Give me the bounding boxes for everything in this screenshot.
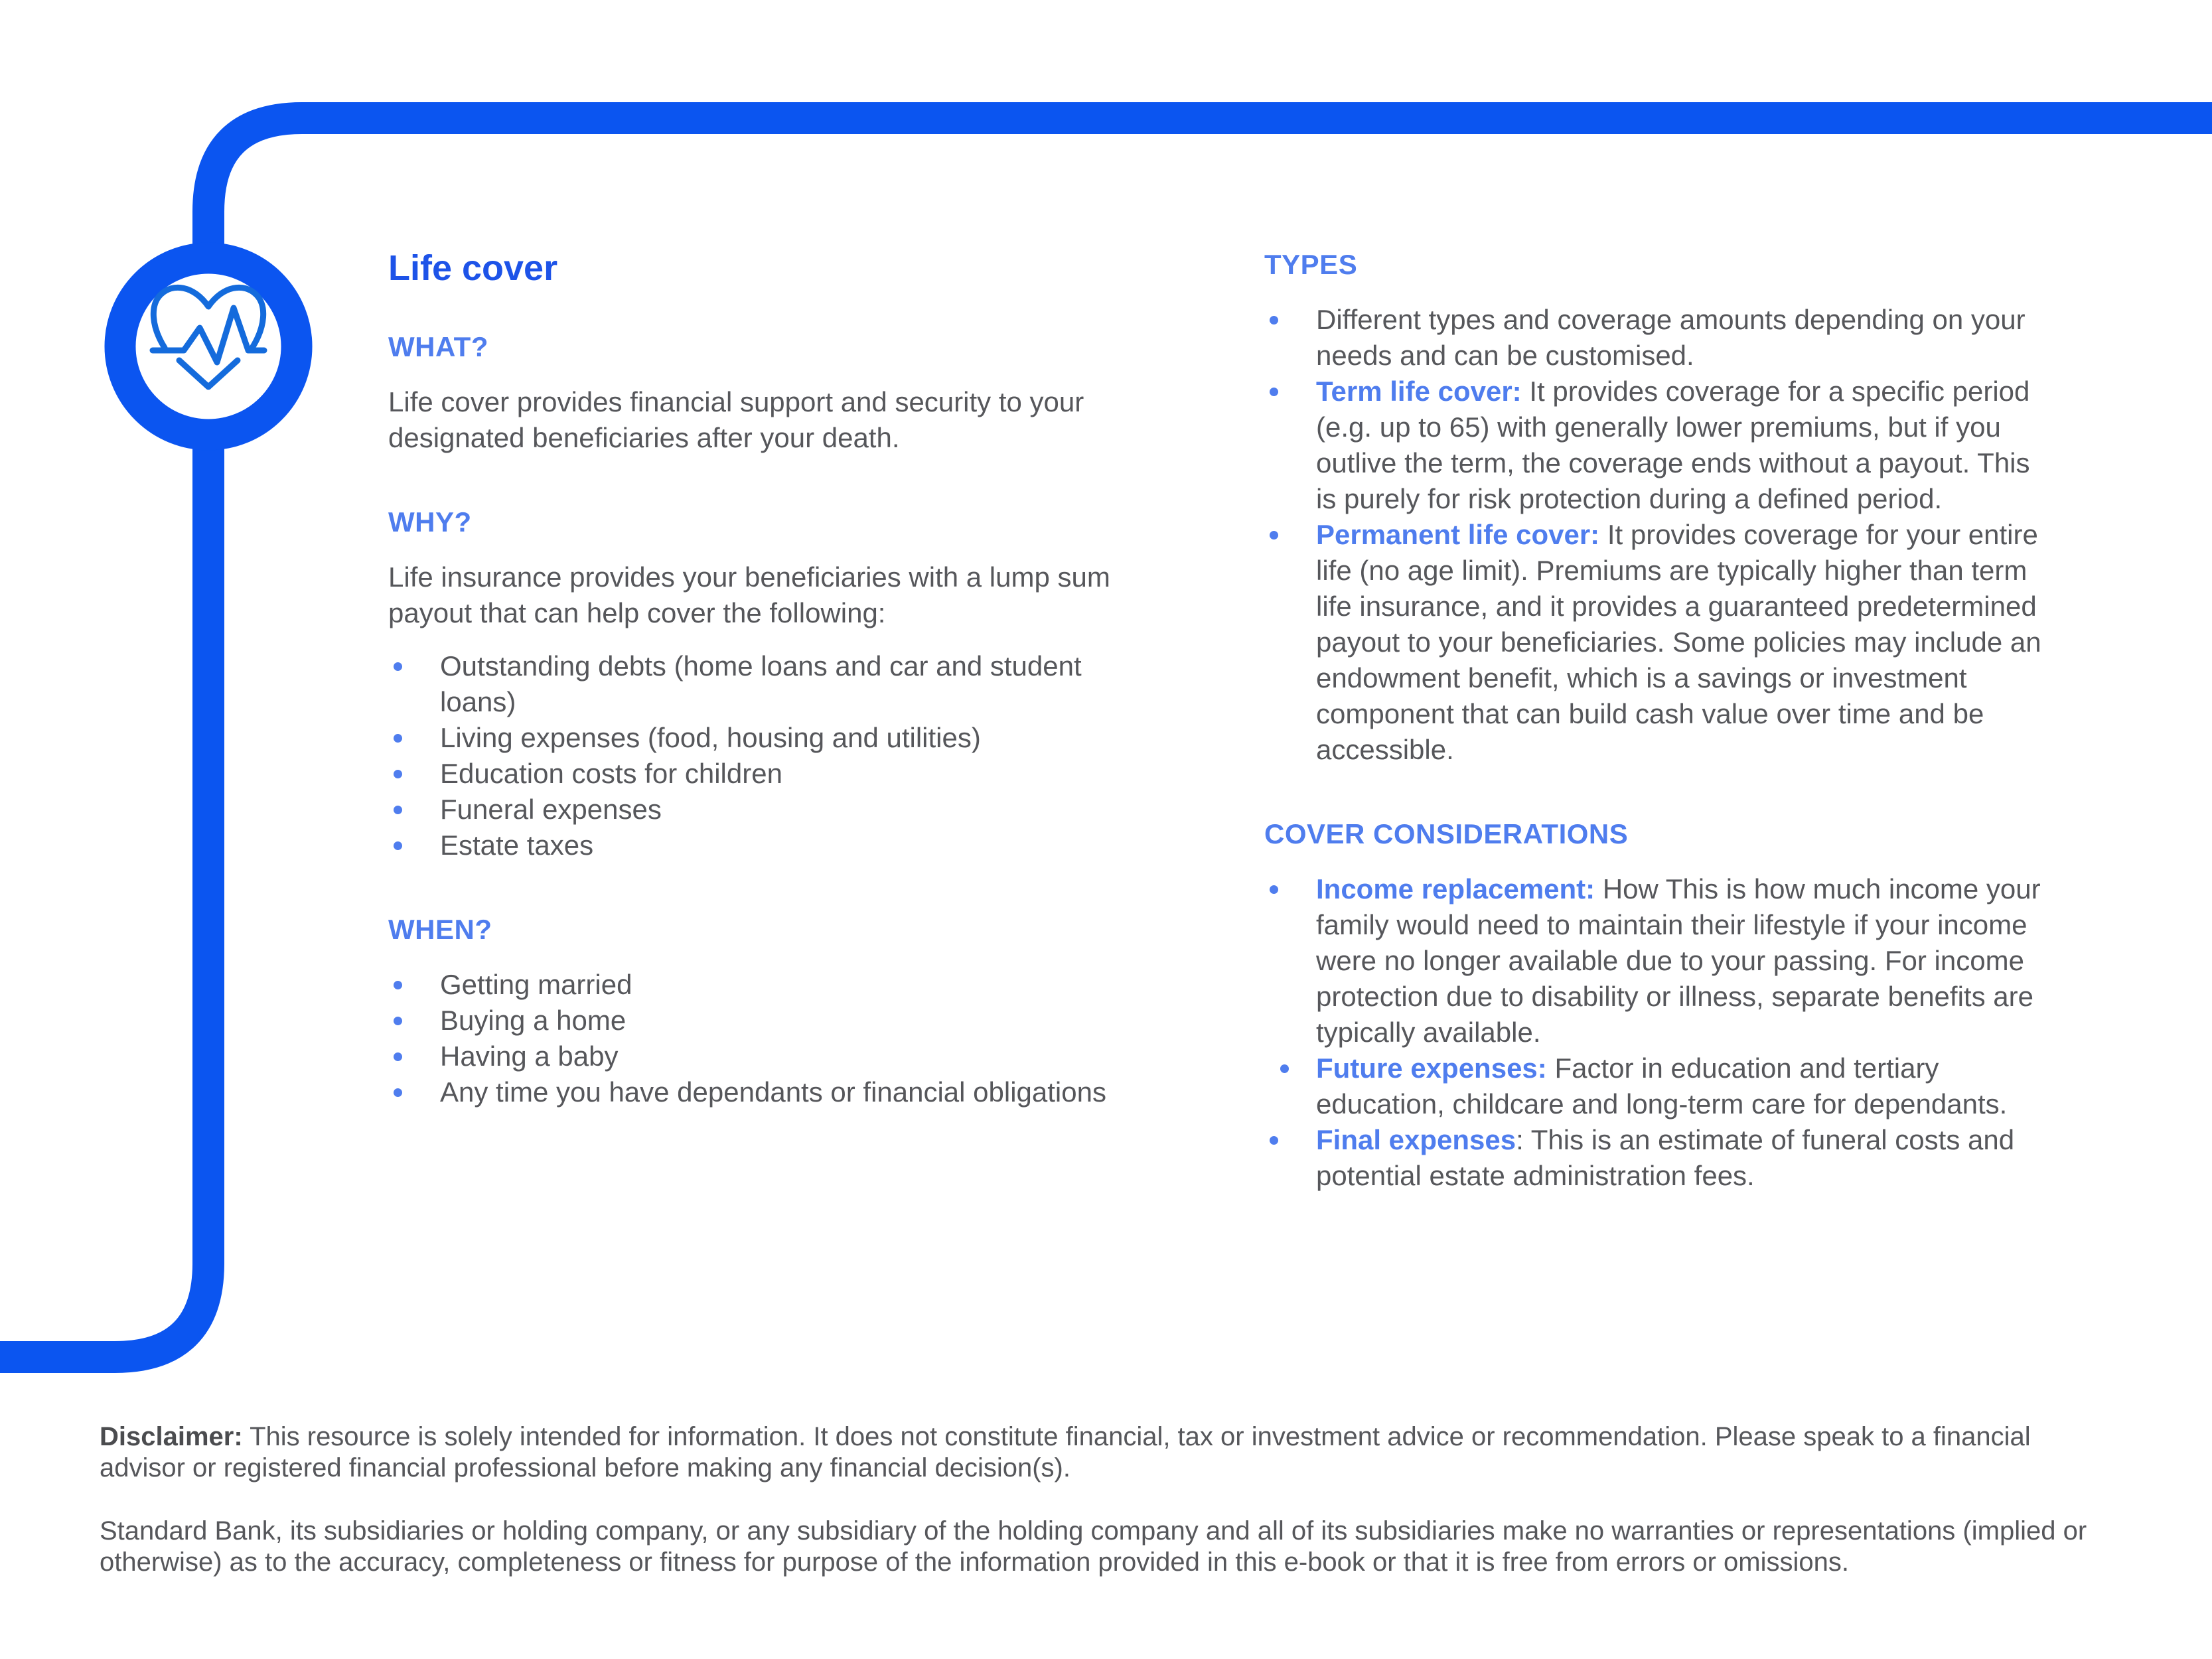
list-item: [388, 792, 1145, 828]
section-cover-considerations: [1264, 817, 2047, 1194]
when-bullet-list: [388, 967, 1145, 1110]
page-title: Life cover: [388, 248, 558, 288]
bullet-dot: [394, 1052, 402, 1061]
list-item-text: Education costs for children: [440, 758, 782, 789]
disclaimer-paragraph: [100, 1421, 2097, 1484]
list-item: [388, 1074, 1145, 1110]
section-when: [388, 912, 1145, 1110]
list-item: [388, 828, 1145, 863]
list-item-text: Factor in education and tertiary education, childcare and long-term care for dependants.: [1316, 1052, 2008, 1119]
types-heading: TYPES: [1264, 249, 1358, 280]
bullet-dot: [394, 1088, 402, 1097]
list-item: [1264, 302, 2047, 374]
bullet-dot: [1270, 1136, 1278, 1145]
footer: [100, 1421, 2097, 1578]
list-item-text: Buying a home: [440, 1005, 627, 1036]
right-column: [1264, 248, 2047, 1243]
list-item-text: Getting married: [440, 969, 632, 1000]
list-item: [1264, 871, 2047, 1050]
list-item-text: It provides coverage for your entire life (no age limit). Premiums are typically higher than term life insurance, and it provides a guaranteed predetermined payout to your beneficiaries. Some policies may include an endowment benefit, which is a savings or investment component that can build cash value over time and be accessible.: [1316, 519, 2041, 765]
list-item: [1264, 517, 2047, 768]
when-heading: WHEN?: [388, 914, 492, 945]
bullet-dot: [394, 1017, 402, 1025]
list-item-text: Different types and coverage amounts depending on your needs and can be customised.: [1316, 304, 2026, 371]
list-item: [388, 967, 1145, 1003]
list-item-text: How This is how much income your family would need to maintain their lifestyle if your income were no longer available due to your passing. For income protection due to disability or illness, separate benefits are typically available.: [1316, 873, 2041, 1048]
why-paragraph: Life insurance provides your beneficiaries with a lump sum payout that can help cover the following:: [388, 561, 1110, 628]
bullet-dot: [1270, 885, 1278, 894]
bullet-dot: [394, 734, 402, 743]
list-item-lead: Final expenses: [1316, 1124, 1516, 1155]
list-item-lead: Term life cover:: [1316, 376, 1522, 407]
list-item-text: Living expenses (food, housing and utilities): [440, 722, 981, 753]
list-item-lead: Income replacement:: [1316, 873, 1595, 904]
types-bullet-list: [1264, 302, 2047, 768]
bullet-dot: [394, 662, 402, 671]
what-paragraph: Life cover provides financial support and security to your designated beneficiaries after your death.: [388, 386, 1084, 453]
section-what: [388, 330, 1145, 456]
considerations-bullet-list: [1264, 871, 2047, 1194]
bullet-dot: [1270, 316, 1278, 325]
bullet-dot: [1270, 388, 1278, 396]
left-column: [388, 248, 1145, 1159]
disclaimer-lead: Disclaimer:: [100, 1422, 243, 1451]
disclaimer-text: This resource is solely intended for information. It does not constitute financial, tax or investment advice or recommendation. Please speak to a financial advisor or registered financial professional before making any financial decision(s).: [100, 1422, 2031, 1482]
list-item-text: : This is an estimate of funeral costs and potential estate administration fees.: [1316, 1124, 2015, 1191]
cover-considerations-heading: COVER CONSIDERATIONS: [1264, 818, 1629, 849]
bullet-dot: [1270, 531, 1278, 540]
bullet-dot: [394, 806, 402, 814]
bullet-dot: [1280, 1064, 1289, 1073]
legal-paragraph: Standard Bank, its subsidiaries or holding company, or any subsidiary of the holding company and all of its subsidiaries make no warranties or representations (implied or otherwise) as to the accuracy, completeness or fitness for purpose of the information provided in this e-book or that it is free from errors or omissions.: [100, 1516, 2087, 1577]
list-item: [1264, 374, 2047, 517]
list-item: [1264, 1050, 2047, 1122]
list-item-text: Funeral expenses: [440, 794, 662, 825]
list-item-text: Any time you have dependants or financial obligations: [440, 1076, 1106, 1108]
bullet-dot: [394, 841, 402, 850]
what-heading: WHAT?: [388, 331, 488, 362]
list-item-text: It provides coverage for a specific period (e.g. up to 65) with generally lower premiums, but if you outlive the term, the coverage ends without a payout. This is purely for risk protection during a defined period.: [1316, 376, 2030, 514]
section-why: [388, 505, 1145, 863]
list-item-text: Outstanding debts (home loans and car and student loans): [440, 650, 1082, 717]
list-item-text: Estate taxes: [440, 830, 594, 861]
why-bullet-list: [388, 648, 1145, 863]
list-item: [1264, 1122, 2047, 1194]
bullet-dot: [394, 770, 402, 778]
list-item-text: Having a baby: [440, 1041, 619, 1072]
section-types: [1264, 248, 2047, 768]
bullet-dot: [394, 981, 402, 989]
list-item: [388, 1039, 1145, 1074]
list-item: [388, 756, 1145, 792]
why-heading: WHY?: [388, 506, 472, 538]
list-item-lead: Permanent life cover:: [1316, 519, 1600, 550]
list-item: [388, 648, 1145, 720]
list-item: [388, 1003, 1145, 1039]
list-item-lead: Future expenses:: [1316, 1052, 1547, 1084]
list-item: [388, 720, 1145, 756]
